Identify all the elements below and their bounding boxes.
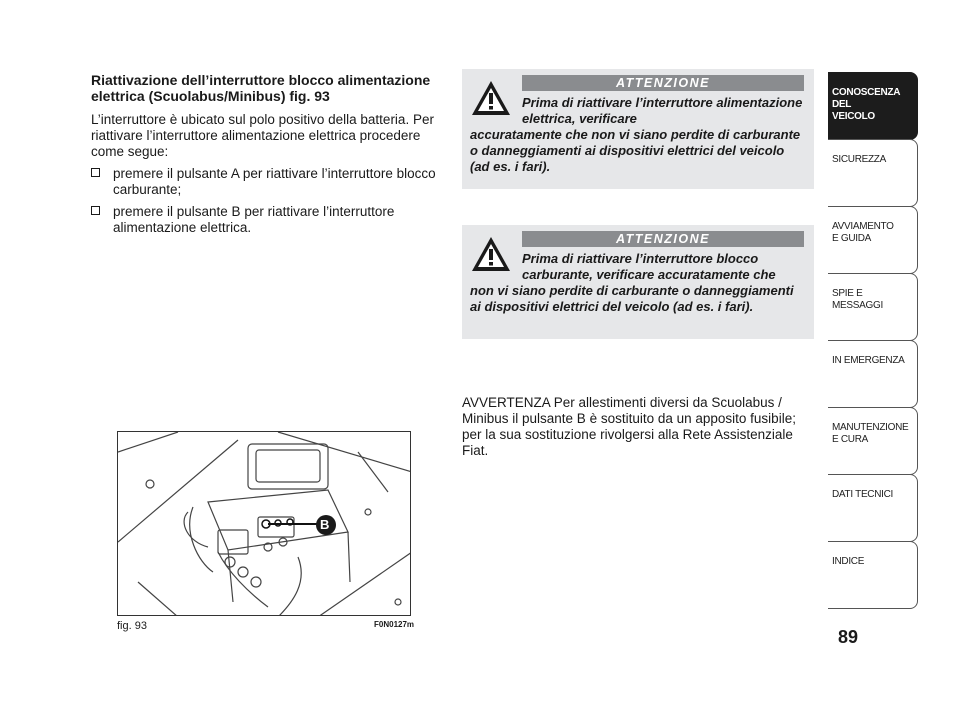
tab-indice[interactable] [828, 541, 918, 609]
intro-paragraph: L’interruttore è ubicato sul polo positivo della batteria. Per riattivare l’interruttore alimentazione elettrica procedere come segue: [91, 112, 434, 159]
warning-text-first: Prima di riattivare l’interruttore alimentazione elettrica, verificare [522, 95, 803, 126]
warning-triangle-icon [470, 235, 512, 273]
warning-banner: ATTENZIONE [522, 75, 804, 91]
warning-box [462, 69, 814, 189]
battery-illustration [118, 432, 411, 616]
list-item [91, 204, 441, 236]
warning-triangle-icon [470, 79, 512, 117]
battery-figure [117, 431, 411, 616]
tab-spie-e-messaggi[interactable] [828, 273, 918, 341]
tab-in-emergenza[interactable] [828, 340, 918, 408]
list-item-text: premere il pulsante A per riattivare l’interruttore blocco carburante; [113, 166, 436, 197]
warning-banner: ATTENZIONE [522, 231, 804, 247]
tab-conoscenza-del-veicolo[interactable] [828, 72, 918, 140]
tab-sicurezza[interactable] [828, 139, 918, 207]
tab-label: INDICE [832, 556, 865, 567]
chapter-tabs [828, 72, 918, 608]
tab-manutenzione-e-cura[interactable] [828, 407, 918, 475]
tab-avviamento-e-guida[interactable] [828, 206, 918, 274]
tab-label: SICUREZZA [832, 154, 886, 165]
avvertenza-note: AVVERTENZA Per allestimenti diversi da Scuolabus / Minibus il pulsante B è sostituito da un apposito fusibile; per la sua sostituzione rivolgersi alla Rete Assistenziale Fiat. [462, 394, 796, 458]
section-title: Riattivazione dell’interruttore blocco alimentazione elettrica (Scuolabus/Minibus) fig. 93 [91, 72, 431, 104]
tab-label: SPIE E MESSAGGI [832, 288, 883, 311]
page-number: 89 [838, 627, 859, 647]
warning-text-rest: accuratamente che non vi siano perdite di carburante o danneggiamenti ai dispositivi elettrici del veicolo (ad es. i fari). [470, 127, 801, 174]
tab-label: IN EMERGENZA [832, 355, 905, 366]
warning-text-rest: non vi siano perdite di carburante o danneggiamenti ai dispositivi elettrici del veicolo (ad es. i fari). [470, 283, 794, 314]
warning-text-first: Prima di riattivare l’interruttore blocco carburante, verificare accuratamente che [522, 251, 776, 282]
figure-code: F0N0127m [374, 620, 415, 629]
tab-dati-tecnici[interactable] [828, 474, 918, 542]
tab-label: MANUTENZIONE E CURA [832, 422, 909, 445]
list-item [91, 166, 441, 198]
tab-label: DATI TECNICI [832, 489, 894, 500]
checkbox-bullet-icon [91, 206, 100, 215]
tab-label: CONOSCENZA DEL VEICOLO [832, 87, 901, 122]
tab-label: AVVIAMENTO E GUIDA [832, 221, 894, 244]
marker-b-label: B [320, 517, 330, 532]
warning-text [470, 95, 804, 175]
warning-text [470, 251, 804, 315]
figure-caption: fig. 93 [117, 620, 147, 632]
list-item-text: premere il pulsante B per riattivare l’interruttore alimentazione elettrica. [113, 204, 395, 235]
main-text-column [91, 72, 441, 242]
warning-box [462, 225, 814, 339]
checkbox-bullet-icon [91, 168, 100, 177]
